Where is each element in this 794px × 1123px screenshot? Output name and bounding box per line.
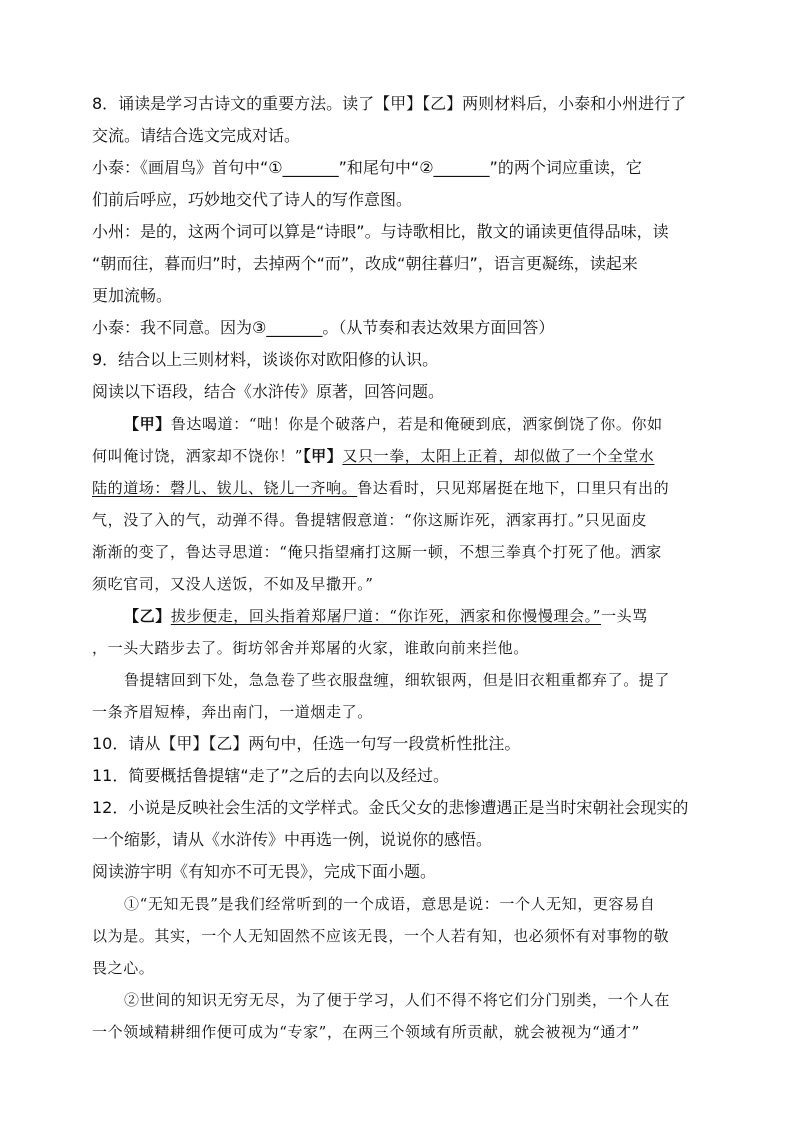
essay-instruction: 阅读游宇明《有知亦不可无畏》，完成下面小题。 <box>92 862 437 881</box>
question-12-line-2: 一个缩影，请从《水浒传》中再选一例，说说你的感悟。 <box>92 830 493 849</box>
passage-jia-line-1 <box>92 412 704 436</box>
passage-jia-text-3b: 鲁达看时，只见郑屠挺在地下，口里只有出的 <box>357 479 670 497</box>
dialogue-zhou-line-3: 更加流畅。 <box>92 286 173 305</box>
question-8-line-1: 8．诵读是学习古诗文的重要方法。读了【甲】【乙】两则材料后，小泰和小州进行了 <box>92 94 687 113</box>
question-10: 10．请从【甲】【乙】两句中，任选一句写一段赏析性批注。 <box>92 734 521 753</box>
dialogue-tai-reply: 小泰：我不同意。因为③_______。（从节奏和表达效果方面回答） <box>92 318 555 337</box>
dialogue-tai-line-1: 小泰：《画眉鸟》首句中“①_______”和尾句中“②_______”的两个词应重读，它 <box>92 158 642 177</box>
underlined-sentence-jia-part-2: 陆的道场：磬儿、钹儿、铙儿一齐响。 <box>92 479 358 497</box>
dialogue-zhou-line-2: “朝而往，暮而归”时，去掉两个“而”，改成“朝往暮归”，语言更凝练，读起来 <box>92 254 638 273</box>
question-12-line-1: 12．小说是反映社会生活的文学样式。金氏父女的悲惨遭遇正是当时宋朝社会现实的 <box>92 798 689 817</box>
underlined-sentence-yi: 拔步便走，回头指着郑屠尸道：“你诈死，洒家和你慢慢理会。” <box>170 607 602 625</box>
dialogue-zhou-line-1: 小州：是的，这两个词可以算是“诗眼”。与诗歌相比，散文的诵读更值得品味，读 <box>92 222 669 241</box>
passage-yi-text-1b: 一头骂 <box>601 607 648 625</box>
passage-yi-line-1 <box>92 604 704 628</box>
underlined-sentence-jia-part-1: 又只一拳，太阳上正着，却似做了一个全堂水 <box>342 447 655 465</box>
dialogue-tai-line-2: 们前后呼应，巧妙地交代了诗人的写作意图。 <box>92 190 413 209</box>
label-jia-inline: 【甲】 <box>303 447 343 465</box>
question-11: 11．简要概括鲁提辖“走了”之后的去向以及经过。 <box>92 766 449 785</box>
passage-jia-line-3 <box>92 476 704 500</box>
passage-yi-line-2: ，一头大踏步去了。街坊邻舍并郑屠的火家，谁敢向前来拦他。 <box>92 639 529 657</box>
shuihu-instruction: 阅读以下语段，结合《水浒传》原著，回答问题。 <box>92 382 445 401</box>
question-9: 9．结合以上三则材料，谈谈你对欧阳修的认识。 <box>92 350 439 369</box>
essay-paragraph-2-line-2: 一个领域精耕细作便可成为“专家”，在两三个领域有所贡献，就会被视为“通才” <box>92 1023 640 1041</box>
passage-yi-line-4: 一条齐眉短棒，奔出南门，一道烟走了。 <box>92 703 373 721</box>
essay-paragraph-1-line-1: ①“无知无畏”是我们经常听到的一个成语，意思是说：一个人无知，更容易自 <box>124 895 656 913</box>
label-jia: 【甲】 <box>124 415 171 433</box>
passage-jia-line-4: 气，没了入的气，动弹不得。鲁提辖假意道：“你这厮诈死，洒家再打。”只见面皮 <box>92 511 648 529</box>
passage-jia-line-2 <box>92 444 704 468</box>
passage-jia-text-2a: 何叫俺讨饶，洒家却不饶你！” <box>92 447 304 465</box>
passage-jia-text-1: 鲁达喝道：“咄！你是个破落户，若是和俺硬到底，洒家倒饶了你。你如 <box>170 415 663 433</box>
essay-paragraph-1-line-3: 畏之心。 <box>92 959 155 977</box>
essay-paragraph-1-line-2: 以为是。其实，一个人无知固然不应该无畏，一个人若有知，也必须怀有对事物的敬 <box>92 927 670 945</box>
essay-paragraph-2-line-1: ②世间的知识无穷无尽，为了便于学习，人们不得不将它们分门别类，一个人在 <box>124 991 671 1009</box>
passage-jia-line-6: 须吃官司，又没人送饭，不如及早撒开。” <box>92 575 374 593</box>
passage-yi-line-3: 鲁提辖回到下处，急急卷了些衣服盘缠，细软银两，但是旧衣粗重都弃了。提了 <box>124 671 671 689</box>
label-yi: 【乙】 <box>124 607 171 625</box>
question-8-line-2: 交流。请结合选文完成对话。 <box>92 126 301 145</box>
passage-jia-line-5: 渐渐的变了，鲁达寻思道：“俺只指望痛打这厮一顿，不想三拳真个打死了他。洒家 <box>92 543 662 561</box>
